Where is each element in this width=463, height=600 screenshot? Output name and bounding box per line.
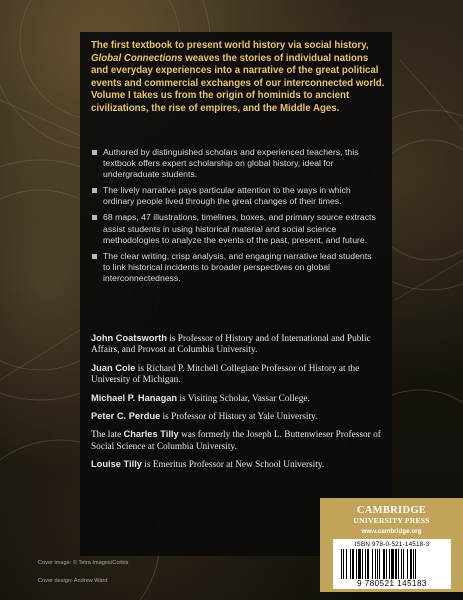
publisher-url: www.cambridge.org	[361, 528, 422, 535]
author-description: is Richard P. Mitchell Collegiate Professor of History at the University of Michigan.	[91, 363, 360, 386]
feature-item: Authored by distinguished scholars and experienced teachers, this textbook offers expert scholarship on global history, ideal for undergraduate students.	[91, 147, 381, 180]
publisher-name: CAMBRIDGE	[356, 505, 427, 516]
ean-number: 9 780521 145183	[357, 579, 427, 588]
isbn-barcode	[333, 539, 451, 589]
author-name: Louise Tilly	[91, 459, 142, 470]
author-name: Michael P. Hanagan	[91, 392, 178, 403]
author-description: is Emeritus Professor at New School University.	[141, 460, 325, 471]
blurb-text-start: The first textbook to present world history via social history,	[91, 40, 369, 51]
cover-design-credit: Cover design: Andrew Ward	[38, 578, 108, 584]
author-description: is Visiting Scholar, Vassar College.	[177, 393, 310, 404]
blurb-paragraph	[91, 40, 385, 116]
author-name: John Coatsworth	[91, 333, 167, 343]
author-description: is Professor of History at Yale University.	[160, 412, 318, 423]
cover-image-credit: Cover image: © Tetra Images/Corbis	[38, 560, 129, 566]
author-description: was formerly the Joseph L. Buttenwieser Professor of Social Science at Columbia University.	[91, 430, 381, 452]
author-name: Peter C. Perdue	[91, 411, 161, 422]
feature-item: The lively narrative pays particular attention to the ways in which ordinary people lived through the great changes of their times.	[91, 185, 381, 207]
publisher-logo	[320, 505, 463, 526]
author-bios	[91, 333, 381, 478]
feature-item: 68 maps, 47 illustrations, timelines, boxes, and primary source extracts assist students in using historical material and social science methodologies to analyze the events of the past, present, and future.	[91, 212, 381, 245]
author-bio	[91, 459, 381, 471]
author-bio	[91, 411, 381, 423]
author-name: Juan Cole	[91, 362, 136, 373]
author-description: is Professor of History and of International and Public Affairs, and Provost at Columbia University.	[91, 334, 371, 356]
author-bio	[91, 393, 381, 405]
book-title: Global Connections	[91, 52, 183, 64]
author-bio	[91, 333, 381, 357]
author-prefix: The late	[91, 430, 124, 441]
feature-item: The clear writing, crisp analysis, and engaging narrative lead students to link historical incidents to broader perspectives on global interconnectedness.	[91, 251, 381, 284]
feature-list	[91, 147, 381, 289]
author-name: Charles Tilly	[123, 429, 179, 440]
author-bio	[91, 363, 381, 387]
barcode-bars	[339, 549, 445, 579]
publisher-subname: UNIVERSITY PRESS	[353, 516, 430, 525]
blurb-text-end: weaves the stories of individual nations and everyday experiences into a narrative of the great political events and commercial exchanges of our interconnected world. Volume I takes us from the origin of hominids to ancient civilizations, the rise of empires, and the Middle Ages.	[91, 52, 385, 114]
isbn-text: ISBN 978-0-521-14518-3	[354, 541, 430, 548]
author-bio	[91, 429, 381, 453]
